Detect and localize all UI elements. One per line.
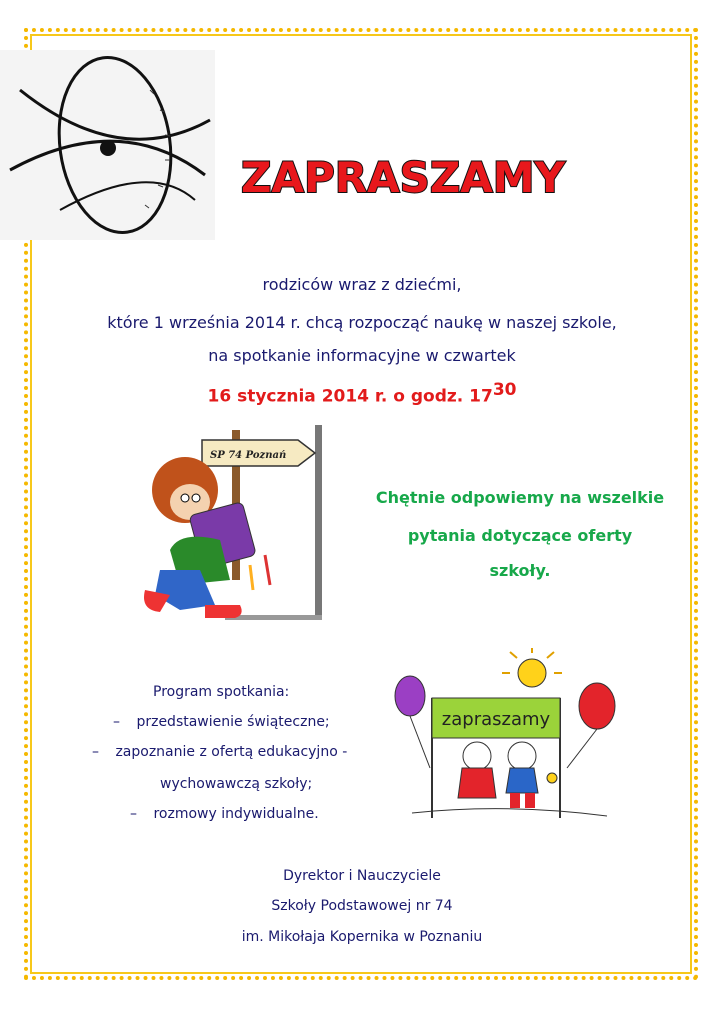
- sign-post-label: SP 74 Poznań: [210, 450, 287, 461]
- program-item-2-cont: wychowawczą szkoły;: [160, 776, 313, 792]
- dash-2: –: [92, 744, 99, 760]
- orbit-logo-icon: [0, 50, 215, 240]
- green-line-1: Chętnie odpowiemy na wszelkie: [375, 488, 665, 507]
- dash-3: –: [130, 806, 137, 822]
- program-item-3-text: rozmowy indywidualne.: [153, 806, 319, 822]
- signature-line-2: Szkoły Podstawowej nr 74: [271, 898, 453, 914]
- green-line-2: pytania dotyczące oferty: [407, 526, 633, 545]
- program-item-2: [92, 744, 347, 760]
- program-item-2-text: zapoznanie z ofertą edukacyjno -: [115, 744, 348, 760]
- program-item-3: [130, 806, 319, 822]
- invite-line-3: na spotkanie informacyjne w czwartek: [208, 346, 516, 365]
- kids-banner-illustration: [392, 648, 622, 823]
- boy-signpost-illustration: [140, 420, 335, 625]
- meeting-time-minutes: 30: [492, 380, 517, 400]
- meeting-date-main: 16 stycznia 2014 r. o godz. 17: [207, 386, 493, 407]
- invite-line-2: które 1 września 2014 r. chcą rozpocząć naukę w naszej szkole,: [107, 313, 617, 332]
- dash-1: –: [113, 714, 120, 730]
- meeting-date: [0, 380, 724, 406]
- program-item-1-text: przedstawienie świąteczne;: [136, 714, 330, 730]
- green-line-3: szkoły.: [489, 561, 551, 580]
- signature-line-1: Dyrektor i Nauczyciele: [283, 868, 441, 884]
- program-heading: Program spotkania:: [153, 684, 290, 700]
- program-item-1: [113, 714, 330, 730]
- invite-line-1: rodziców wraz z dziećmi,: [262, 275, 462, 294]
- page-title: [240, 148, 566, 208]
- signature-line-3: im. Mikołaja Kopernika w Poznaniu: [241, 929, 483, 945]
- banner-text: zapraszamy: [441, 709, 551, 730]
- svg-text:ZAPRASZAMY: ZAPRASZAMY: [240, 153, 566, 202]
